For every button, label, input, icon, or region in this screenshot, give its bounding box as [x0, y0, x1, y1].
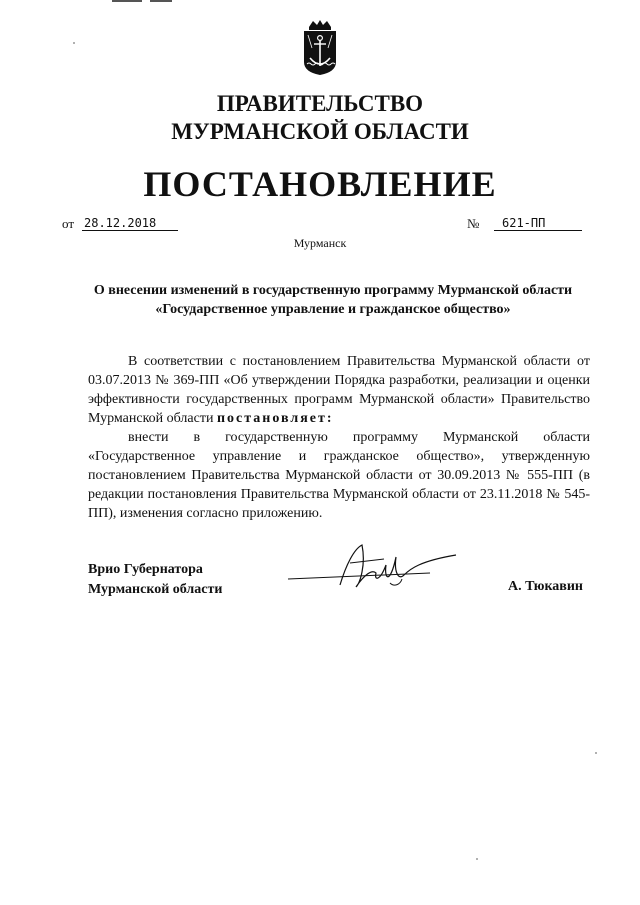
- murmansk-coat-of-arms-icon: [300, 18, 340, 76]
- scan-speck: [595, 752, 597, 754]
- signatory-name: А. Тюкавин: [508, 579, 583, 594]
- signatory-position: [88, 560, 222, 600]
- document-number: 621-ПП: [494, 216, 582, 231]
- signatory-position-line1: Врио Губернатора: [88, 562, 203, 577]
- city: Мурманск: [293, 236, 347, 250]
- resolve-word: постановляет:: [216, 411, 334, 426]
- scan-mark: [112, 0, 142, 2]
- paragraph-preamble: [88, 352, 590, 428]
- scan-speck: [476, 858, 478, 860]
- signatory-position-line2: Мурманской области: [88, 582, 223, 597]
- document-body: [88, 352, 590, 523]
- organization-name-line1: ПРАВИТЕЛЬСТВО: [216, 91, 424, 116]
- document-type: ПОСТАНОВЛЕНИЕ: [143, 164, 497, 204]
- paragraph-resolution: внести в государственную программу Мурманской области «Государственное управление и гражданское общество», утвержденную постановлением Правительства Мурманской области от 30.09.2013 № 555-ПП (в редакции постановления Правительства Мурманской области от 23.11.2018 № 545-ПП), изменения согласно приложению.: [88, 430, 590, 521]
- number-prefix: №: [467, 216, 480, 231]
- scan-speck: [73, 42, 75, 44]
- document-date: 28.12.2018: [82, 216, 178, 231]
- document-subject: О внесении изменений в государственную программу Мурманской области «Государственное управление и гражданское общество»: [93, 283, 573, 317]
- organization-name-line2: МУРМАНСКОЙ ОБЛАСТИ: [171, 119, 469, 144]
- handwritten-signature: [280, 535, 460, 605]
- date-prefix: от: [62, 216, 75, 231]
- scan-mark: [150, 0, 172, 2]
- preamble-text: В соответствии с постановлением Правительства Мурманской области от 03.07.2013 № 369-ПП «Об утверждении Порядка разработки, реализации и оценки эффективности государственных программ Мурманской области» Правительство Мурманской области: [88, 354, 590, 426]
